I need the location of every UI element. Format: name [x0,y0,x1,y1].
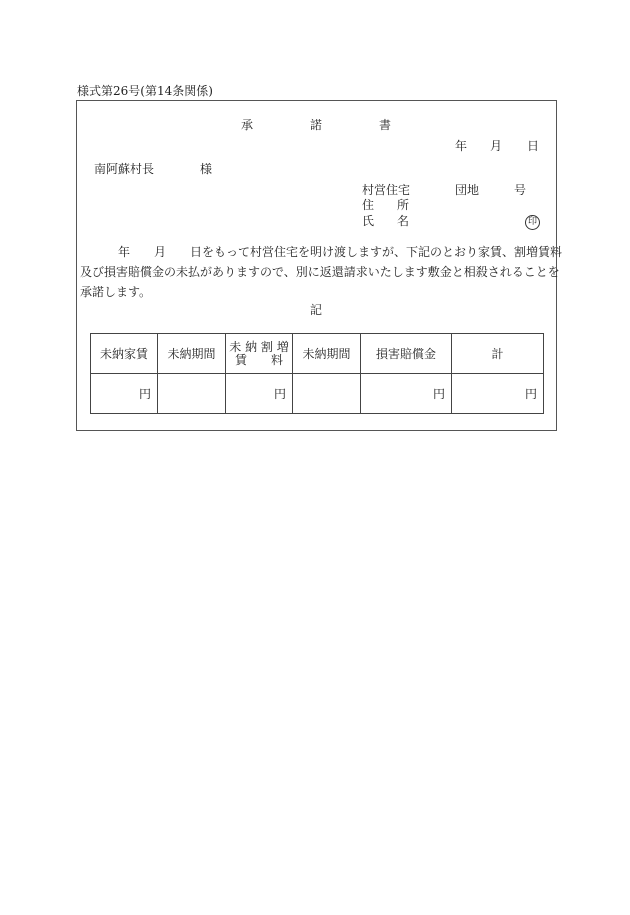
title-char-2: 諾 [310,118,323,132]
date-year: 年 [455,139,468,153]
address-label-1: 住 [362,198,375,212]
date-month: 月 [490,139,503,153]
title-char-3: 書 [379,118,392,132]
addressee-honorific: 様 [200,162,213,176]
form-label: 様式第26号(第14条関係) [77,84,213,98]
arrears-table [90,333,544,414]
table-row [91,374,544,414]
addressee-name: 南阿蘇村長 [94,162,155,176]
value-total: 円 [452,374,544,414]
header-unpaid-period-2: 未納期間 [293,334,361,374]
name-label-1: 氏 [362,214,375,228]
address-label-2: 所 [397,198,410,212]
header-unpaid-rent: 未納家賃 [91,334,158,374]
header-unpaid-surcharge [226,334,293,374]
number-label: 号 [514,183,527,197]
value-unpaid-rent: 円 [91,374,158,414]
value-unpaid-period [158,374,226,414]
header-damages: 損害賠償金 [361,334,452,374]
header-unpaid-period: 未納期間 [158,334,226,374]
seal-mark: 印 [525,215,540,230]
body-line-3: 承諾します。 [80,285,152,299]
estate-label: 団地 [455,183,480,197]
date-day: 日 [527,139,540,153]
note-heading: 記 [310,303,323,317]
header-surcharge-line-1: 未 納 割 増 [229,339,289,354]
body-line-1: 年 月 日をもって村営住宅を明け渡しますが、下記のとおり家賃、割増賃料 [118,245,563,259]
header-surcharge-line-2: 賃 料 [234,352,283,367]
body-line-2: 及び損害賠償金の未払がありますので、別に返還請求いたします敷金と相殺されることを [80,265,560,279]
value-unpaid-period-2 [293,374,361,414]
title-char-1: 承 [241,118,254,132]
table-header-row [91,334,544,374]
value-unpaid-surcharge: 円 [226,374,293,414]
header-total: 計 [452,334,544,374]
housing-label: 村営住宅 [362,183,411,197]
value-damages: 円 [361,374,452,414]
name-label-2: 名 [397,214,410,228]
